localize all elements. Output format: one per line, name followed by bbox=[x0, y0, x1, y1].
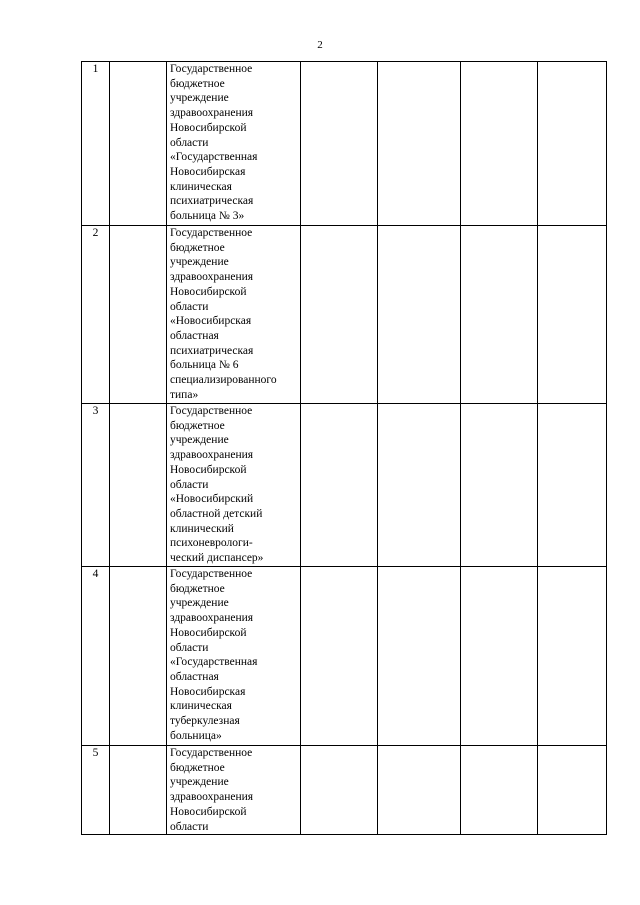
institution-name-line: Новосибирской bbox=[170, 121, 247, 134]
table-row bbox=[82, 62, 607, 226]
institutions-table bbox=[81, 61, 607, 835]
empty-cell bbox=[538, 567, 607, 746]
institution-name-line: «Новосибирский bbox=[170, 493, 254, 506]
institution-name-line: клиническая bbox=[170, 700, 232, 713]
institution-name bbox=[167, 746, 301, 835]
empty-cell bbox=[538, 226, 607, 404]
institution-name-line: Государственное bbox=[170, 405, 253, 417]
institution-name-line: больница № 6 bbox=[170, 359, 239, 372]
empty-cell bbox=[461, 226, 538, 404]
institution-name-line: типа» bbox=[170, 388, 199, 401]
empty-cell bbox=[378, 226, 461, 404]
row-number: 3 bbox=[82, 404, 110, 567]
institution-name-line: областной детский bbox=[170, 507, 263, 520]
institution-name-line: Новосибирской bbox=[170, 285, 247, 298]
institution-name-line: психоневрологи- bbox=[170, 537, 253, 550]
institution-name-line: бюджетное bbox=[170, 582, 225, 595]
institution-name-line: клиническая bbox=[170, 180, 232, 193]
empty-cell bbox=[110, 567, 167, 746]
institution-name-line: здравоохранения bbox=[170, 107, 254, 120]
institution-name bbox=[167, 567, 301, 746]
empty-cell bbox=[110, 404, 167, 567]
institution-name-line: здравоохранения bbox=[170, 449, 254, 462]
table-row bbox=[82, 226, 607, 404]
institution-name-line: Новосибирской bbox=[170, 463, 247, 476]
institution-name-line: здравоохранения bbox=[170, 612, 254, 625]
empty-cell bbox=[538, 62, 607, 226]
institution-name-line: Новосибирской bbox=[170, 805, 247, 818]
row-number: 5 bbox=[82, 746, 110, 835]
institution-name-line: бюджетное bbox=[170, 241, 225, 254]
empty-cell bbox=[378, 567, 461, 746]
institution-name-line: туберкулезная bbox=[170, 715, 240, 728]
institution-name-line: бюджетное bbox=[170, 77, 225, 90]
institution-name-line: психиатрическая bbox=[170, 195, 254, 208]
empty-cell bbox=[378, 746, 461, 835]
row-number: 4 bbox=[82, 567, 110, 746]
empty-cell bbox=[538, 404, 607, 567]
institution-name-line: Государственное bbox=[170, 568, 253, 580]
institution-name-line: Государственное bbox=[170, 63, 253, 75]
empty-cell bbox=[110, 62, 167, 226]
institution-name-line: учреждение bbox=[170, 776, 229, 789]
empty-cell bbox=[301, 404, 378, 567]
institution-name-line: учреждение bbox=[170, 92, 229, 105]
institution-name-line: больница № 3» bbox=[170, 210, 245, 223]
empty-cell bbox=[301, 226, 378, 404]
institution-name-line: учреждение bbox=[170, 256, 229, 269]
institution-name-line: Государственное bbox=[170, 227, 253, 239]
institution-name-line: Новосибирская bbox=[170, 685, 246, 698]
institution-name-line: здравоохранения bbox=[170, 271, 254, 284]
institution-name-line: области bbox=[170, 136, 209, 149]
institution-name-line: «Государственная bbox=[170, 151, 258, 164]
empty-cell bbox=[110, 226, 167, 404]
empty-cell bbox=[378, 62, 461, 226]
institution-name-line: областная bbox=[170, 329, 219, 342]
institution-name bbox=[167, 404, 301, 567]
institution-name-line: областная bbox=[170, 670, 219, 683]
empty-cell bbox=[301, 746, 378, 835]
empty-cell bbox=[461, 567, 538, 746]
institution-name-line: «Государственная bbox=[170, 656, 258, 669]
institution-name-line: бюджетное bbox=[170, 761, 225, 774]
institution-name-line: Новосибирской bbox=[170, 626, 247, 639]
row-number: 1 bbox=[82, 62, 110, 226]
institution-name-line: ческий диспансер» bbox=[170, 552, 264, 565]
institution-name bbox=[167, 226, 301, 404]
table-row bbox=[82, 404, 607, 567]
institution-name-line: больница» bbox=[170, 729, 222, 742]
row-number: 2 bbox=[82, 226, 110, 404]
institution-name-line: клинический bbox=[170, 522, 234, 535]
institution-name-line: специализированного bbox=[170, 374, 277, 387]
institution-name-line: психиатрическая bbox=[170, 344, 254, 357]
institution-name bbox=[167, 62, 301, 226]
empty-cell bbox=[461, 62, 538, 226]
empty-cell bbox=[461, 404, 538, 567]
institution-name-line: Государственное bbox=[170, 747, 253, 759]
empty-cell bbox=[461, 746, 538, 835]
table-row bbox=[82, 567, 607, 746]
empty-cell bbox=[110, 746, 167, 835]
institution-name-line: области bbox=[170, 820, 209, 833]
institution-name-line: области bbox=[170, 300, 209, 313]
institution-name-line: Новосибирская bbox=[170, 165, 246, 178]
empty-cell bbox=[301, 567, 378, 746]
institution-name-line: области bbox=[170, 641, 209, 654]
institution-name-line: учреждение bbox=[170, 434, 229, 447]
empty-cell bbox=[301, 62, 378, 226]
empty-cell bbox=[538, 746, 607, 835]
institution-name-line: здравоохранения bbox=[170, 791, 254, 804]
institution-name-line: бюджетное bbox=[170, 419, 225, 432]
table-row bbox=[82, 746, 607, 835]
page-number: 2 bbox=[317, 39, 323, 51]
institution-name-line: учреждение bbox=[170, 597, 229, 610]
empty-cell bbox=[378, 404, 461, 567]
institution-name-line: области bbox=[170, 478, 209, 491]
institution-name-line: «Новосибирская bbox=[170, 315, 252, 328]
